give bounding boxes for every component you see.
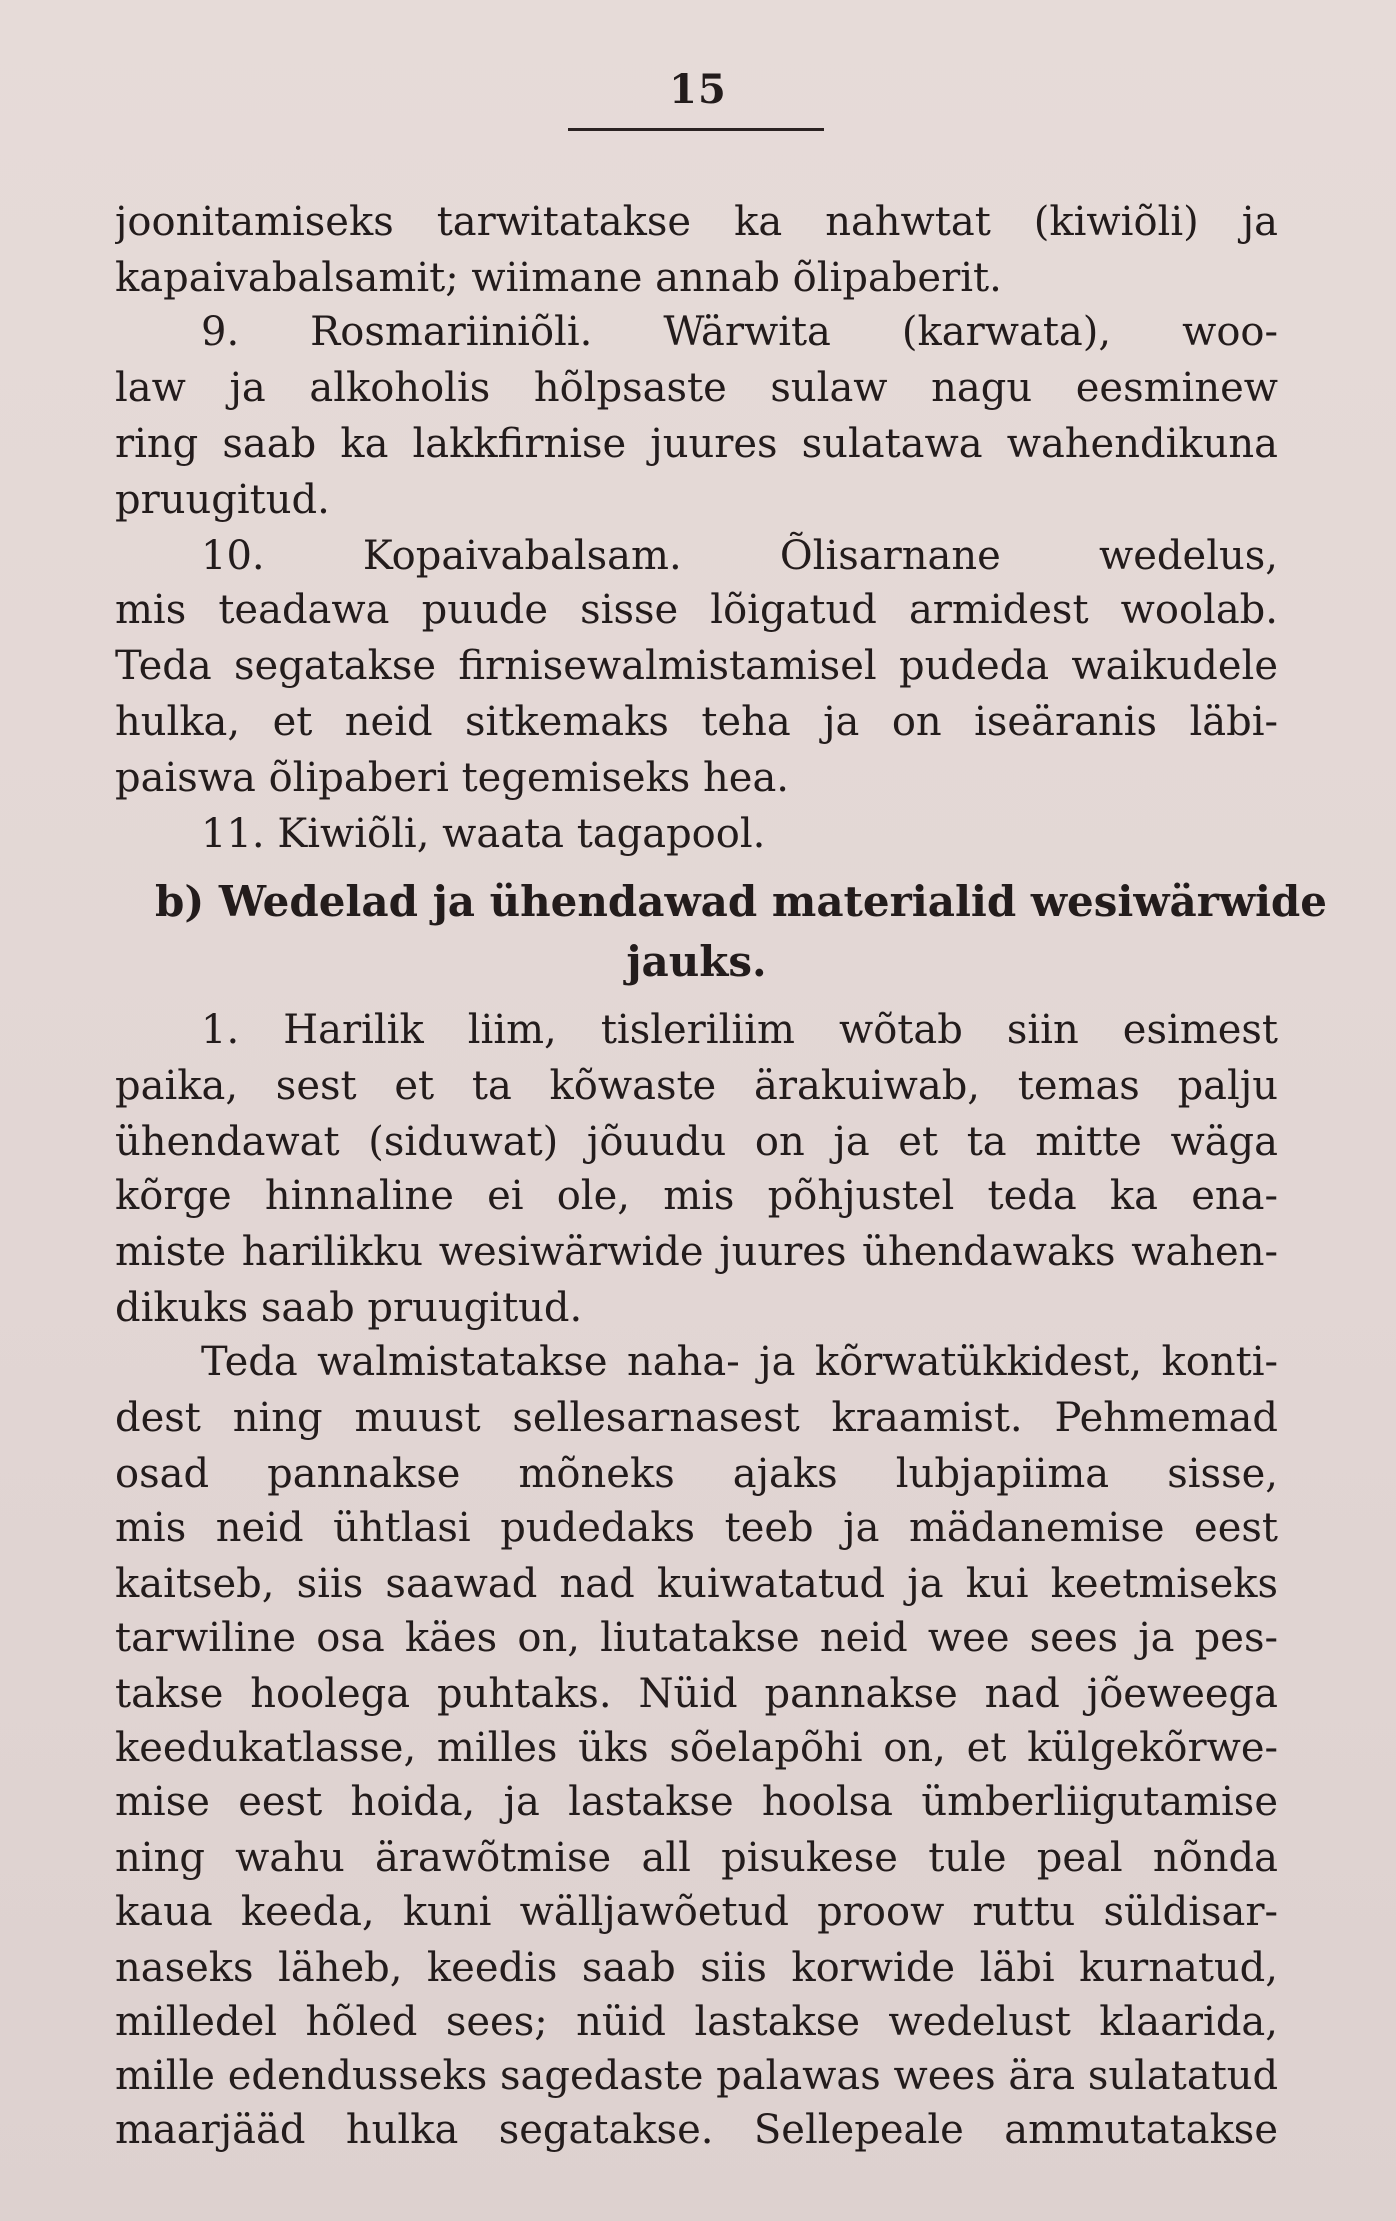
text-line: mise eest hoida, ja lastakse hoolsa ümberliigutamise [115,1779,1278,1825]
text-line: milledel hõled sees; nüid lastakse wedelust klaarida, [115,1999,1278,2045]
text-line: law ja alkoholis hõlpsaste sulaw nagu eesminew [115,365,1278,411]
text-line: mis neid ühtlasi pudedaks teeb ja mädanemise eest [115,1505,1278,1551]
text-line: ning wahu ärawõtmise all pisukese tule peal nõnda [115,1835,1278,1881]
text-line: naseks läheb, keedis saab siis korwide läbi kurnatud, [115,1945,1278,1991]
text-line: Teda segatakse firnisewalmistamisel pudeda waikudele [115,643,1278,689]
text-line: ühendawat (siduwat) jõuudu on ja et ta mitte wäga [115,1119,1278,1165]
text-line: 9. Rosmariiniõli. Wärwita (karwata), woo- [201,309,1278,355]
text-line: paika, sest et ta kõwaste ärakuiwab, temas palju [115,1063,1278,1109]
section-heading: b) Wedelad ja ühendawad materialid wesiwärwide [155,877,1328,926]
text-line: hulka, et neid sitkemaks teha ja on iseäranis läbi- [115,699,1278,745]
text-line: 10. Kopaivabalsam. Õlisarnane wedelus, [201,533,1278,579]
text-line: kaitseb, siis saawad nad kuiwatatud ja kui keetmiseks [115,1561,1278,1607]
text-line: mille edendusseks sagedaste palawas wees ära sulatatud [115,2053,1278,2099]
page-number: 15 [669,66,727,113]
text-line: kaua keeda, kuni wälljawõetud proow ruttu süldisar- [115,1889,1278,1935]
text-line: dikuks saab pruugitud. [115,1285,583,1331]
header-rule [568,128,824,131]
section-heading-continuation: jauks. [626,937,767,986]
text-line: takse hoolega puhtaks. Nüid pannakse nad jõeweega [115,1671,1278,1717]
text-line: maarjääd hulka segatakse. Sellepeale ammutatakse [115,2107,1278,2153]
text-line: pruugitud. [115,477,330,523]
text-line: 11. Kiwiõli, waata tagapool. [201,811,766,857]
text-line: paiswa õlipaberi tegemiseks hea. [115,755,790,801]
text-line: kapaivabalsamit; wiimane annab õlipaberit. [115,255,1002,301]
text-line: mis teadawa puude sisse lõigatud armidest woolab. [115,587,1278,633]
text-line: tarwiline osa käes on, liutatakse neid wee sees ja pes- [115,1615,1278,1661]
text-line: keedukatlasse, milles üks sõelapõhi on, et külgekõrwe- [115,1725,1278,1771]
text-line: miste harilikku wesiwärwide juures ühendawaks wahen- [115,1229,1278,1275]
text-line: kõrge hinnaline ei ole, mis põhjustel teda ka ena- [115,1173,1278,1219]
text-line: joonitamiseks tarwitatakse ka nahwtat (kiwiõli) ja [115,199,1278,245]
text-line: 1. Harilik liim, tisleriliim wõtab siin esimest [201,1007,1278,1053]
text-line: Teda walmistatakse naha- ja kõrwatükkidest, konti- [201,1339,1278,1385]
text-line: osad pannakse mõneks ajaks lubjapiima sisse, [115,1451,1278,1497]
text-line: ring saab ka lakkfirnise juures sulatawa wahendikuna [115,421,1278,467]
text-line: dest ning muust sellesarnasest kraamist. Pehmemad [115,1395,1278,1441]
